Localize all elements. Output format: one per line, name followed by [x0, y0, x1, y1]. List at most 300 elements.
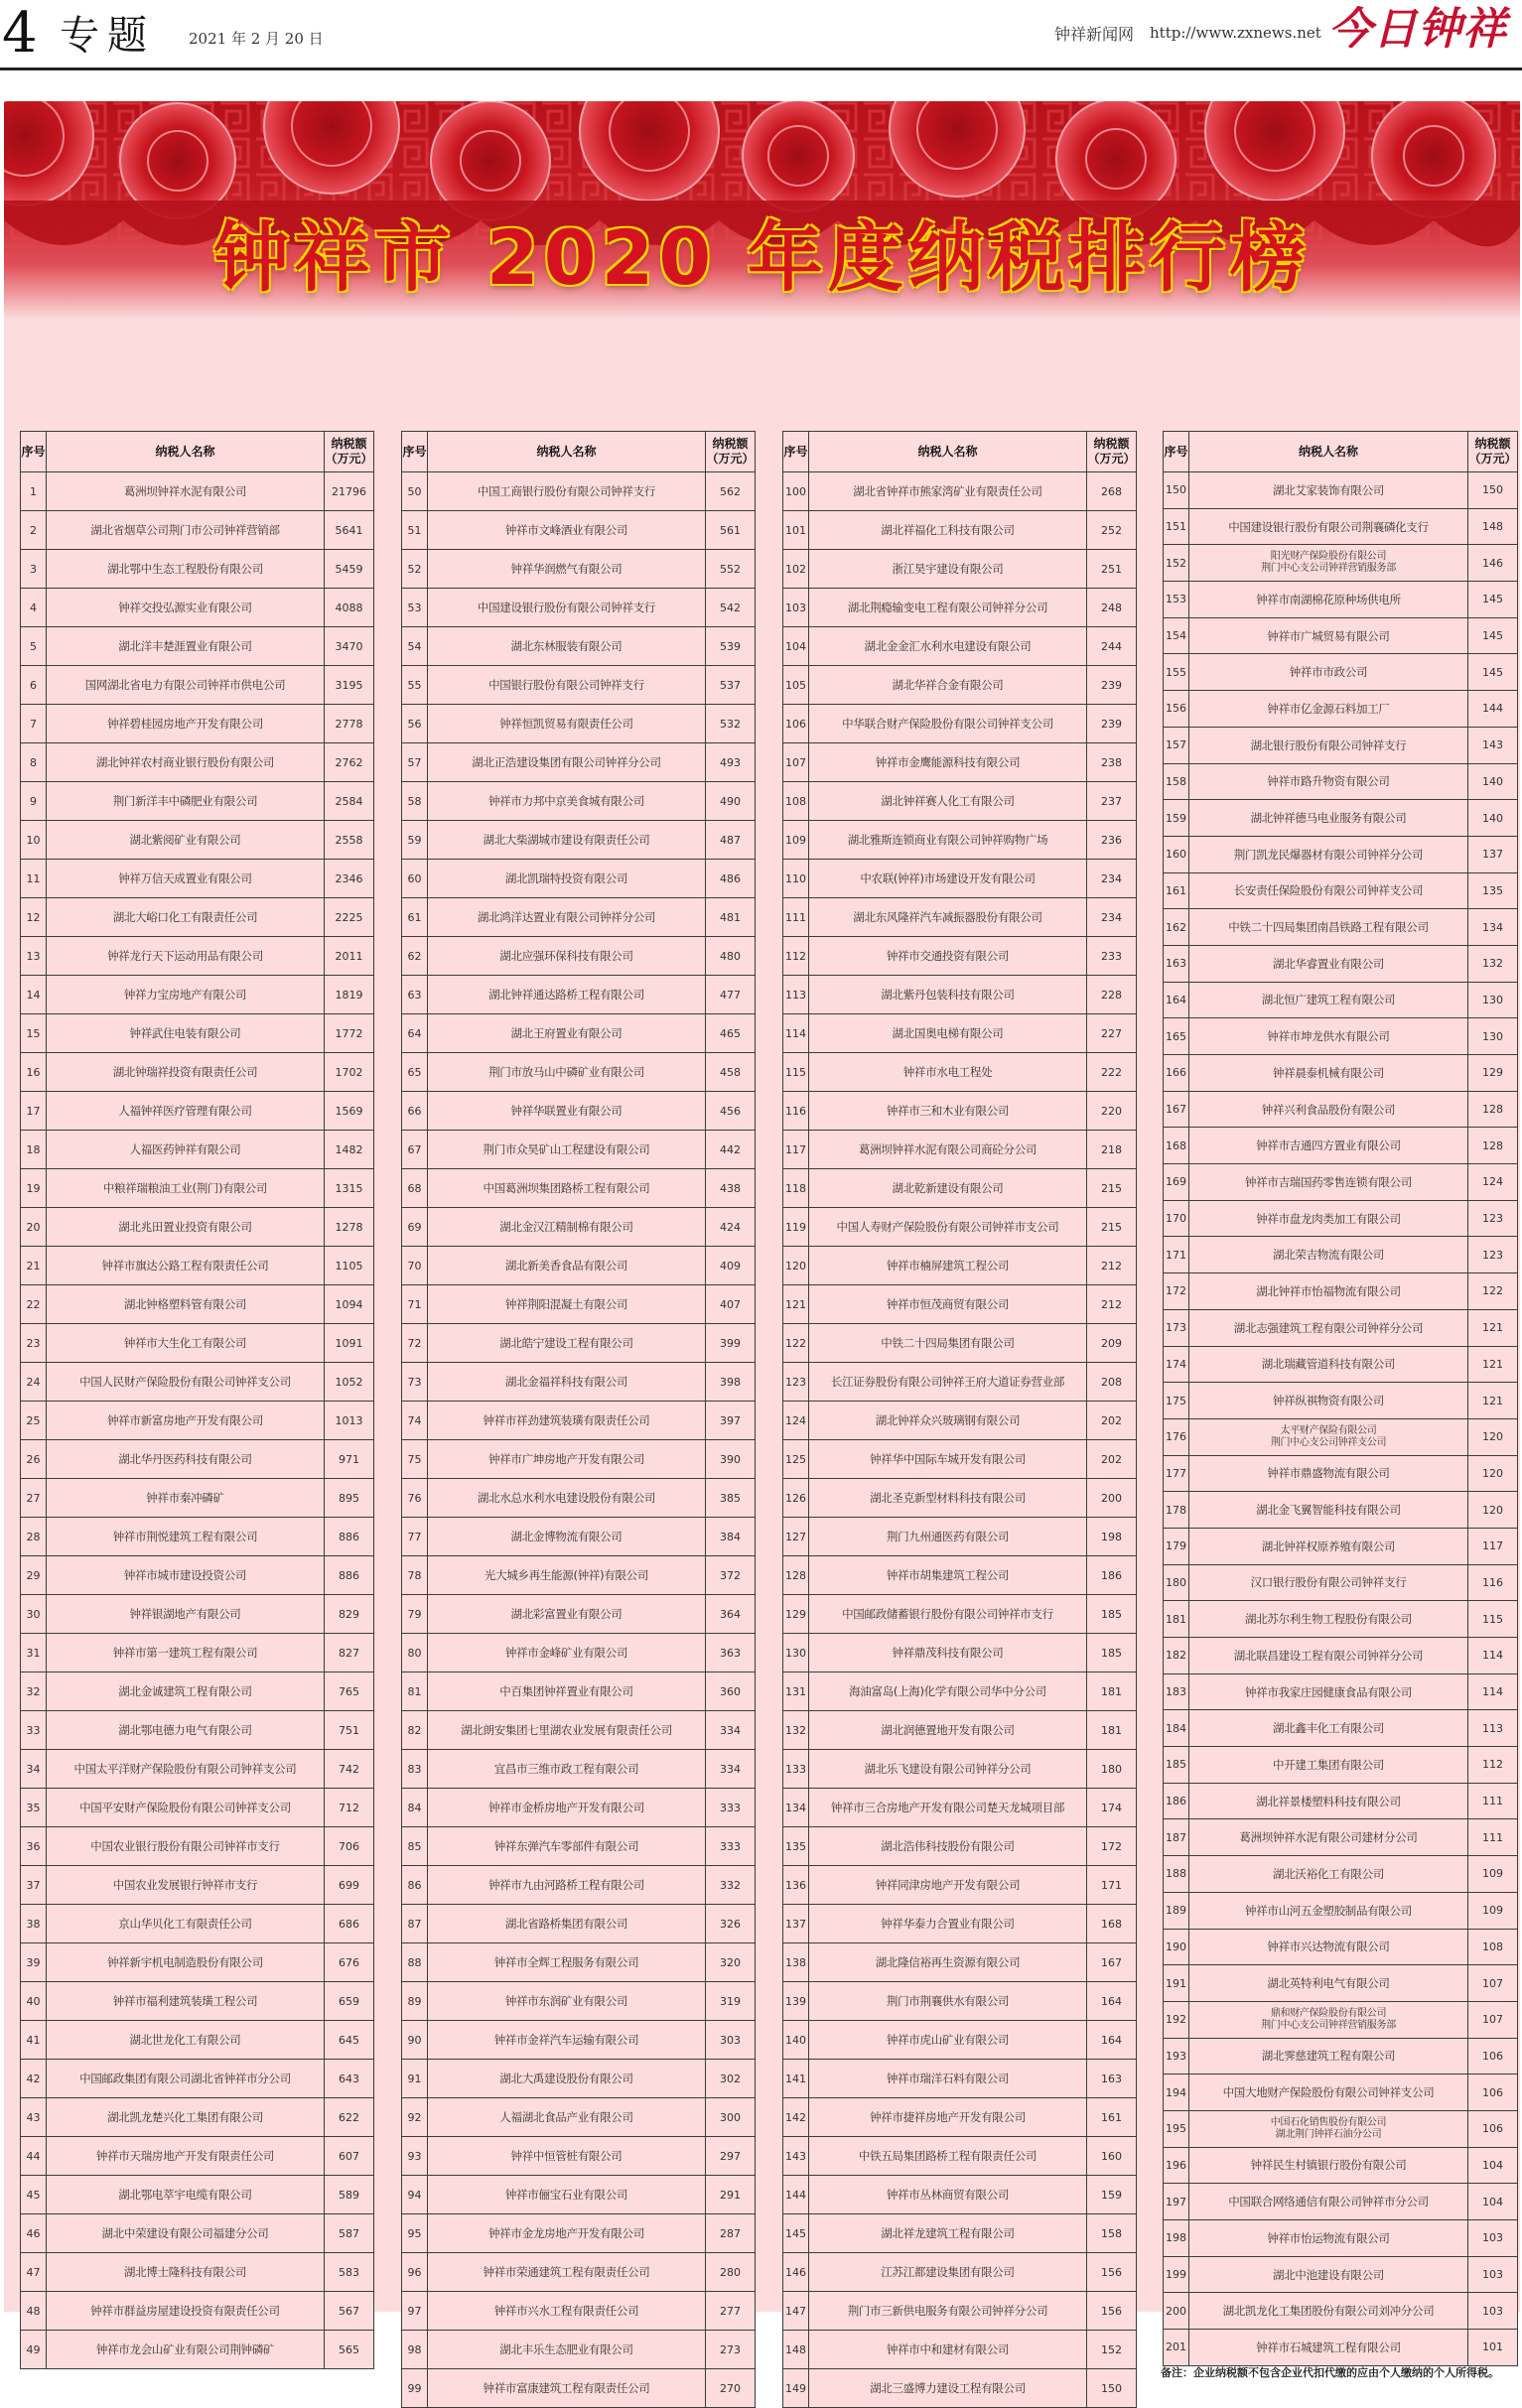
table-row: [783, 1943, 1137, 1982]
tax-ranking-poster: [4, 101, 1520, 2395]
table-row: [1164, 2330, 1518, 2366]
tax-amount-cell: 104: [1468, 2184, 1518, 2220]
tax-amount-cell: 765: [325, 1672, 374, 1711]
taxpayer-name-cell: 湖北大柴湖城市建设有限责任公司: [428, 821, 706, 860]
table-row: [783, 937, 1137, 976]
rank-cell: 50: [402, 472, 428, 511]
rank-cell: 172: [1164, 1273, 1189, 1310]
rank-cell: 118: [783, 1169, 809, 1208]
tax-amount-cell: 220: [1087, 1092, 1137, 1131]
page-number: 4: [2, 1, 38, 66]
rank-cell: 12: [21, 898, 47, 937]
site-url-link[interactable]: http://www.zxnews.net: [1150, 24, 1321, 42]
footnote: 备注：企业纳税额不包含企业代扣代缴的应由个人缴纳的个人所得税。: [1161, 2366, 1499, 2379]
rank-cell: 96: [402, 2253, 428, 2292]
taxpayer-name-cell: 钟祥市金峰矿业有限公司: [428, 1634, 706, 1672]
taxpayer-name-cell: 钟祥市天瑞房地产开发有限责任公司: [47, 2137, 325, 2176]
rank-cell: 161: [1164, 872, 1189, 909]
table-row: [783, 1208, 1137, 1247]
rank-cell: 46: [21, 2214, 47, 2253]
table-row: [1164, 1455, 1518, 1492]
tax-amount-cell: 252: [1087, 511, 1137, 550]
tax-amount-cell: 239: [1087, 705, 1137, 743]
table-row: [1164, 2293, 1518, 2330]
rank-cell: 188: [1164, 1856, 1189, 1893]
rank-cell: 190: [1164, 1929, 1189, 1965]
taxpayer-name-cell: 湖北皓宁建设工程有限公司: [428, 1324, 706, 1363]
rank-cell: 72: [402, 1324, 428, 1363]
taxpayer-name-cell: 钟祥市金龙房地产开发有限公司: [428, 2214, 706, 2253]
rank-cell: 51: [402, 511, 428, 550]
table-row: [402, 1634, 756, 1672]
taxpayer-name-cell: 钟祥武住电装有限公司: [47, 1014, 325, 1053]
tax-amount-cell: 144: [1468, 691, 1518, 728]
taxpayer-name-cell: 国网湖北省电力有限公司钟祥市供电公司: [47, 666, 325, 705]
tax-amount-cell: 384: [706, 1518, 756, 1556]
taxpayer-name-cell: 湖北钟格塑料管有限公司: [47, 1285, 325, 1324]
taxpayer-name-cell: 湖北鸿洋达置业有限公司钟祥分公司: [428, 898, 706, 937]
table-row: [21, 472, 374, 511]
taxpayer-name-cell: 湖北钟瑞祥投资有限责任公司: [47, 1053, 325, 1092]
taxpayer-name-cell: 钟祥市我家庄园健康食品有限公司: [1189, 1673, 1468, 1710]
table-row: [21, 2060, 374, 2098]
taxpayer-name-cell: 中国人民财产保险股份有限公司钟祥支公司: [47, 1363, 325, 1402]
table-row: [1164, 691, 1518, 728]
taxpayer-name-cell: 钟祥市新富房地产开发有限公司: [47, 1402, 325, 1440]
tax-amount-cell: 1105: [325, 1247, 374, 1285]
tax-amount-cell: 372: [706, 1556, 756, 1595]
table-row: [402, 1595, 756, 1634]
rank-cell: 197: [1164, 2184, 1189, 2220]
rank-cell: 57: [402, 743, 428, 782]
tax-amount-cell: 222: [1087, 1053, 1137, 1092]
table-row: [21, 1518, 374, 1556]
tax-amount-cell: 198: [1087, 1518, 1137, 1556]
rank-cell: 36: [21, 1827, 47, 1866]
table-row: [402, 1440, 756, 1479]
tax-amount-cell: 168: [1087, 1905, 1137, 1943]
taxpayer-name-cell: 钟祥市坤龙供水有限公司: [1189, 1018, 1468, 1055]
tax-amount-cell: 407: [706, 1285, 756, 1324]
taxpayer-name-cell: 湖北圣克新型材料科技有限公司: [809, 1479, 1087, 1518]
tax-amount-cell: 5459: [325, 550, 374, 589]
table-row: [783, 1634, 1137, 1672]
rank-cell: 135: [783, 1827, 809, 1866]
rank-cell: 121: [783, 1285, 809, 1324]
rank-cell: 61: [402, 898, 428, 937]
table-row: [1164, 1965, 1518, 2002]
table-row: [21, 1131, 374, 1169]
tax-amount-cell: 146: [1468, 545, 1518, 582]
table-row: [402, 782, 756, 821]
rank-cell: 34: [21, 1750, 47, 1789]
table-row: [783, 976, 1137, 1014]
rank-cell: 89: [402, 1982, 428, 2021]
taxpayer-name-cell: 钟祥市文峰酒业有限公司: [428, 511, 706, 550]
table-row: [1164, 1055, 1518, 1092]
taxpayer-name-cell: 葛洲坝钟祥水泥有限公司商砼分公司: [809, 1131, 1087, 1169]
table-row: [783, 898, 1137, 937]
taxpayer-name-cell: 湖北华丹医药科技有限公司: [47, 1440, 325, 1479]
tax-amount-cell: 159: [1087, 2176, 1137, 2214]
taxpayer-name-cell: 钟祥市路升物资有限公司: [1189, 763, 1468, 800]
tax-amount-cell: 120: [1468, 1418, 1518, 1455]
taxpayer-name-cell: 钟祥市东润矿业有限公司: [428, 1982, 706, 2021]
table-row: [402, 1905, 756, 1943]
tax-amount-cell: 103: [1468, 2293, 1518, 2330]
tax-amount-cell: 1819: [325, 976, 374, 1014]
rank-cell: 119: [783, 1208, 809, 1247]
table-row: [21, 1053, 374, 1092]
taxpayer-name-cell: 湖北苏尔利生物工程股份有限公司: [1189, 1601, 1468, 1638]
ranking-table-2: [401, 431, 756, 2408]
name-header: 纳税人名称: [809, 432, 1087, 472]
rank-cell: 86: [402, 1866, 428, 1905]
table-row: [1164, 1128, 1518, 1164]
tax-amount-cell: 164: [1087, 1982, 1137, 2021]
table-row: [402, 550, 756, 589]
rank-cell: 186: [1164, 1783, 1189, 1819]
table-row: [21, 550, 374, 589]
tax-amount-cell: 171: [1087, 1866, 1137, 1905]
rank-cell: 98: [402, 2331, 428, 2369]
tax-amount-cell: 409: [706, 1247, 756, 1285]
table-row: [402, 627, 756, 666]
ranking-table-4: [1163, 431, 1518, 2366]
tax-amount-cell: 112: [1468, 1747, 1518, 1784]
table-row: [402, 1556, 756, 1595]
tax-amount-cell: 273: [706, 2331, 756, 2369]
table-row: [783, 860, 1137, 898]
rank-cell: 106: [783, 705, 809, 743]
taxpayer-name-cell: 钟祥市旗达公路工程有限责任公司: [47, 1247, 325, 1285]
tax-amount-cell: 111: [1468, 1819, 1518, 1856]
tax-amount-cell: 319: [706, 1982, 756, 2021]
taxpayer-name-cell: 中国邮政储蓄银行股份有限公司钟祥市支行: [809, 1595, 1087, 1634]
rank-cell: 148: [783, 2331, 809, 2369]
taxpayer-name-cell: 中国建设银行股份有限公司荆襄磷化支行: [1189, 508, 1468, 545]
tax-amount-cell: 465: [706, 1014, 756, 1053]
tax-amount-cell: 237: [1087, 782, 1137, 821]
rank-cell: 8: [21, 743, 47, 782]
taxpayer-name-cell: 钟祥市兴达物流有限公司: [1189, 1929, 1468, 1965]
rank-cell: 102: [783, 550, 809, 589]
tax-amount-cell: 128: [1468, 1091, 1518, 1128]
rank-cell: 60: [402, 860, 428, 898]
rank-cell: 56: [402, 705, 428, 743]
taxpayer-name-cell: 钟祥市丛林商贸有限公司: [809, 2176, 1087, 2214]
tax-amount-cell: 202: [1087, 1440, 1137, 1479]
rank-cell: 120: [783, 1247, 809, 1285]
table-row: [783, 1711, 1137, 1750]
taxpayer-name-cell: 湖北荣吉物流有限公司: [1189, 1237, 1468, 1273]
rank-cell: 32: [21, 1672, 47, 1711]
taxpayer-name-cell: 江苏江都建设集团有限公司: [809, 2253, 1087, 2292]
tax-amount-cell: 104: [1468, 2147, 1518, 2184]
tax-amount-cell: 244: [1087, 627, 1137, 666]
taxpayer-name-cell: 湖北华睿置业有限公司: [1189, 945, 1468, 982]
tax-amount-cell: 334: [706, 1750, 756, 1789]
table-row: [21, 1440, 374, 1479]
rank-cell: 182: [1164, 1638, 1189, 1674]
table-row: [21, 2137, 374, 2176]
table-row: [1164, 1091, 1518, 1128]
taxpayer-name-cell: 钟祥市金祥汽车运输有限公司: [428, 2021, 706, 2060]
taxpayer-name-cell: 钟祥市盘龙肉类加工有限公司: [1189, 1200, 1468, 1237]
rank-cell: 109: [783, 821, 809, 860]
tax-amount-cell: 234: [1087, 860, 1137, 898]
taxpayer-name-cell: 湖北祥福化工科技有限公司: [809, 511, 1087, 550]
tax-amount-cell: 2558: [325, 821, 374, 860]
taxpayer-name-cell: 太平财产保险有限公司 荆门中心支公司钟祥支公司: [1189, 1418, 1468, 1455]
tax-amount-cell: 277: [706, 2292, 756, 2331]
table-row: [21, 1324, 374, 1363]
table-row: [783, 1402, 1137, 1440]
table-row: [21, 1092, 374, 1131]
tax-amount-cell: 1052: [325, 1363, 374, 1402]
rank-cell: 192: [1164, 2001, 1189, 2038]
rank-cell: 39: [21, 1943, 47, 1982]
newspaper-logo: 今日钟祥: [1328, 4, 1507, 55]
tax-amount-cell: 886: [325, 1518, 374, 1556]
rank-cell: 104: [783, 627, 809, 666]
tax-amount-cell: 827: [325, 1634, 374, 1672]
tax-amount-cell: 185: [1087, 1595, 1137, 1634]
taxpayer-name-cell: 湖北丰乐生态肥业有限公司: [428, 2331, 706, 2369]
taxpayer-name-cell: 湖北浩伟科技股份有限公司: [809, 1827, 1087, 1866]
table-row: [402, 1131, 756, 1169]
tax-amount-cell: 481: [706, 898, 756, 937]
name-header: 纳税人名称: [47, 432, 325, 472]
table-row: [21, 589, 374, 627]
tax-amount-cell: 326: [706, 1905, 756, 1943]
taxpayer-name-cell: 钟祥市中和建材有限公司: [809, 2331, 1087, 2369]
tax-amount-cell: 109: [1468, 1856, 1518, 1893]
section-title: 专题: [60, 13, 155, 59]
tax-amount-cell: 1278: [325, 1208, 374, 1247]
rank-cell: 165: [1164, 1018, 1189, 1055]
taxpayer-name-cell: 钟祥万信天成置业有限公司: [47, 860, 325, 898]
table-row: [21, 1982, 374, 2021]
rank-cell: 140: [783, 2021, 809, 2060]
rank-cell: 177: [1164, 1455, 1189, 1492]
table-row: [21, 1750, 374, 1789]
tax-amount-cell: 364: [706, 1595, 756, 1634]
taxpayer-name-cell: 钟祥碧桂园房地产开发有限公司: [47, 705, 325, 743]
table-row: [402, 1982, 756, 2021]
rank-cell: 71: [402, 1285, 428, 1324]
rank-cell: 55: [402, 666, 428, 705]
table-row: [1164, 800, 1518, 837]
taxpayer-name-cell: 湖北荆瘾输变电工程有限公司钟祥分公司: [809, 589, 1087, 627]
rank-cell: 185: [1164, 1747, 1189, 1784]
taxpayer-name-cell: 钟祥市三和木业有限公司: [809, 1092, 1087, 1131]
taxpayer-name-cell: 中国建设银行股份有限公司钟祥支行: [428, 589, 706, 627]
rank-cell: 114: [783, 1014, 809, 1053]
rank-cell: 2: [21, 511, 47, 550]
taxpayer-name-cell: 湖北润德置地开发有限公司: [809, 1711, 1087, 1750]
tax-amount-cell: 212: [1087, 1285, 1137, 1324]
rank-cell: 115: [783, 1053, 809, 1092]
taxpayer-name-cell: 湖北朗安集团七里湖农业发展有限责任公司: [428, 1711, 706, 1750]
taxpayer-name-cell: 钟祥民生村镇银行股份有限公司: [1189, 2147, 1468, 2184]
tax-amount-cell: 438: [706, 1169, 756, 1208]
taxpayer-name-cell: 湖北东风隆祥汽车减振器股份有限公司: [809, 898, 1087, 937]
tax-amount-cell: 583: [325, 2253, 374, 2292]
tax-amount-cell: 164: [1087, 2021, 1137, 2060]
taxpayer-name-cell: 湖北祥龙建筑工程有限公司: [809, 2214, 1087, 2253]
rank-cell: 76: [402, 1479, 428, 1518]
rank-cell: 181: [1164, 1601, 1189, 1638]
tax-amount-cell: 156: [1087, 2292, 1137, 2331]
table-row: [783, 1363, 1137, 1402]
table-row: [783, 1556, 1137, 1595]
table-row: [1164, 2184, 1518, 2220]
taxpayer-name-cell: 钟祥市群益房屋建设投资有限责任公司: [47, 2292, 325, 2331]
taxpayer-name-cell: 湖北钟祥市怡福物流有限公司: [1189, 1273, 1468, 1310]
table-row: [21, 1672, 374, 1711]
tax-amount-cell: 109: [1468, 1892, 1518, 1929]
rank-cell: 45: [21, 2176, 47, 2214]
amount-header: 纳税额（万元）: [1468, 432, 1518, 472]
table-row: [402, 2253, 756, 2292]
poster-title: 钟祥市 2020 年度纳税排行榜: [213, 213, 1311, 302]
rank-cell: 67: [402, 1131, 428, 1169]
table-row: [783, 1827, 1137, 1866]
rank-cell: 35: [21, 1789, 47, 1827]
taxpayer-name-cell: 钟祥华联置业有限公司: [428, 1092, 706, 1131]
tax-amount-cell: 145: [1468, 617, 1518, 654]
tax-amount-cell: 895: [325, 1479, 374, 1518]
tax-amount-cell: 542: [706, 589, 756, 627]
rank-cell: 9: [21, 782, 47, 821]
table-row: [21, 1285, 374, 1324]
taxpayer-name-cell: 湖北鄂中生态工程股份有限公司: [47, 550, 325, 589]
taxpayer-name-cell: 湖北志强建筑工程有限公司钟祥分公司: [1189, 1309, 1468, 1346]
tax-amount-cell: 234: [1087, 898, 1137, 937]
taxpayer-name-cell: 钟祥市亿金源石料加工厂: [1189, 691, 1468, 728]
taxpayer-name-cell: 中华联合财产保险股份有限公司钟祥支公司: [809, 705, 1087, 743]
tax-amount-cell: 202: [1087, 1402, 1137, 1440]
tax-amount-cell: 158: [1087, 2214, 1137, 2253]
tax-amount-cell: 706: [325, 1827, 374, 1866]
rank-cell: 142: [783, 2098, 809, 2137]
taxpayer-name-cell: 钟祥华泰力合置业有限公司: [809, 1905, 1087, 1943]
table-row: [1164, 654, 1518, 691]
rank-cell: 88: [402, 1943, 428, 1982]
rank-cell: 91: [402, 2060, 428, 2098]
masthead: [0, 0, 1522, 70]
tax-amount-cell: 2011: [325, 937, 374, 976]
taxpayer-name-cell: 中国大地财产保险股份有限公司钟祥支公司: [1189, 2074, 1468, 2111]
table-row: [402, 1363, 756, 1402]
rank-cell: 134: [783, 1789, 809, 1827]
rank-header: 序号: [402, 432, 428, 472]
tax-amount-cell: 103: [1468, 2256, 1518, 2293]
tax-amount-cell: 239: [1087, 666, 1137, 705]
rank-cell: 13: [21, 937, 47, 976]
tax-amount-cell: 181: [1087, 1672, 1137, 1711]
tax-amount-cell: 487: [706, 821, 756, 860]
rank-cell: 199: [1164, 2256, 1189, 2293]
taxpayer-name-cell: 湖北王府置业有限公司: [428, 1014, 706, 1053]
taxpayer-name-cell: 钟祥市兴水工程有限责任公司: [428, 2292, 706, 2331]
rank-cell: 101: [783, 511, 809, 550]
table-row: [1164, 1856, 1518, 1893]
taxpayer-name-cell: 荆门新洋丰中磷肥业有限公司: [47, 782, 325, 821]
tax-amount-cell: 532: [706, 705, 756, 743]
rank-cell: 80: [402, 1634, 428, 1672]
rank-cell: 194: [1164, 2074, 1189, 2111]
table-header-row: [1164, 432, 1518, 472]
taxpayer-name-cell: 中国太平洋财产保险股份有限公司钟祥支公司: [47, 1750, 325, 1789]
taxpayer-name-cell: 湖北钟祥赛人化工有限公司: [809, 782, 1087, 821]
table-row: [783, 589, 1137, 627]
tax-amount-cell: 385: [706, 1479, 756, 1518]
rank-cell: 167: [1164, 1091, 1189, 1128]
taxpayer-name-cell: 湖北钟祥通达路桥工程有限公司: [428, 976, 706, 1014]
tax-amount-cell: 218: [1087, 1131, 1137, 1169]
table-row: [1164, 1638, 1518, 1674]
tax-amount-cell: 3470: [325, 627, 374, 666]
table-row: [783, 1982, 1137, 2021]
tax-amount-cell: 3195: [325, 666, 374, 705]
tax-amount-cell: 1091: [325, 1324, 374, 1363]
rank-cell: 6: [21, 666, 47, 705]
rank-cell: 110: [783, 860, 809, 898]
tax-amount-cell: 1482: [325, 1131, 374, 1169]
tax-amount-cell: 152: [1087, 2331, 1137, 2369]
taxpayer-name-cell: 钟祥恒凯贸易有限责任公司: [428, 705, 706, 743]
tax-amount-cell: 676: [325, 1943, 374, 1982]
rank-cell: 58: [402, 782, 428, 821]
table-row: [402, 1053, 756, 1092]
tax-amount-cell: 442: [706, 1131, 756, 1169]
tax-amount-cell: 480: [706, 937, 756, 976]
taxpayer-name-cell: 京山华贝化工有限责任公司: [47, 1905, 325, 1943]
taxpayer-name-cell: 荆门市众昊矿山工程建设有限公司: [428, 1131, 706, 1169]
rank-cell: 37: [21, 1866, 47, 1905]
tax-amount-cell: 742: [325, 1750, 374, 1789]
tax-amount-cell: 390: [706, 1440, 756, 1479]
taxpayer-name-cell: 人福湖北食品产业有限公司: [428, 2098, 706, 2137]
table-row: [21, 705, 374, 743]
taxpayer-name-cell: 中百集团钟祥置业有限公司: [428, 1672, 706, 1711]
tax-amount-cell: 123: [1468, 1237, 1518, 1273]
rank-cell: 122: [783, 1324, 809, 1363]
table-row: [783, 1905, 1137, 1943]
table-row: [783, 1324, 1137, 1363]
tax-amount-cell: 1569: [325, 1092, 374, 1131]
tax-amount-cell: 886: [325, 1556, 374, 1595]
rank-cell: 170: [1164, 1200, 1189, 1237]
table-row: [783, 2176, 1137, 2214]
rank-cell: 164: [1164, 982, 1189, 1018]
rank-header: 序号: [1164, 432, 1189, 472]
taxpayer-name-cell: 钟祥市龙会山矿业有限公司荆钟磷矿: [47, 2331, 325, 2369]
rank-cell: 64: [402, 1014, 428, 1053]
tax-amount-cell: 456: [706, 1092, 756, 1131]
tax-amount-cell: 121: [1468, 1383, 1518, 1419]
rank-cell: 151: [1164, 508, 1189, 545]
taxpayer-name-cell: 湖北钟祥农村商业银行股份有限公司: [47, 743, 325, 782]
taxpayer-name-cell: 湖北鑫丰化工有限公司: [1189, 1710, 1468, 1747]
table-row: [783, 1092, 1137, 1131]
tax-amount-cell: 320: [706, 1943, 756, 1982]
taxpayer-name-cell: 浙江昊宇建设有限公司: [809, 550, 1087, 589]
rank-cell: 73: [402, 1363, 428, 1402]
table-row: [21, 1827, 374, 1866]
